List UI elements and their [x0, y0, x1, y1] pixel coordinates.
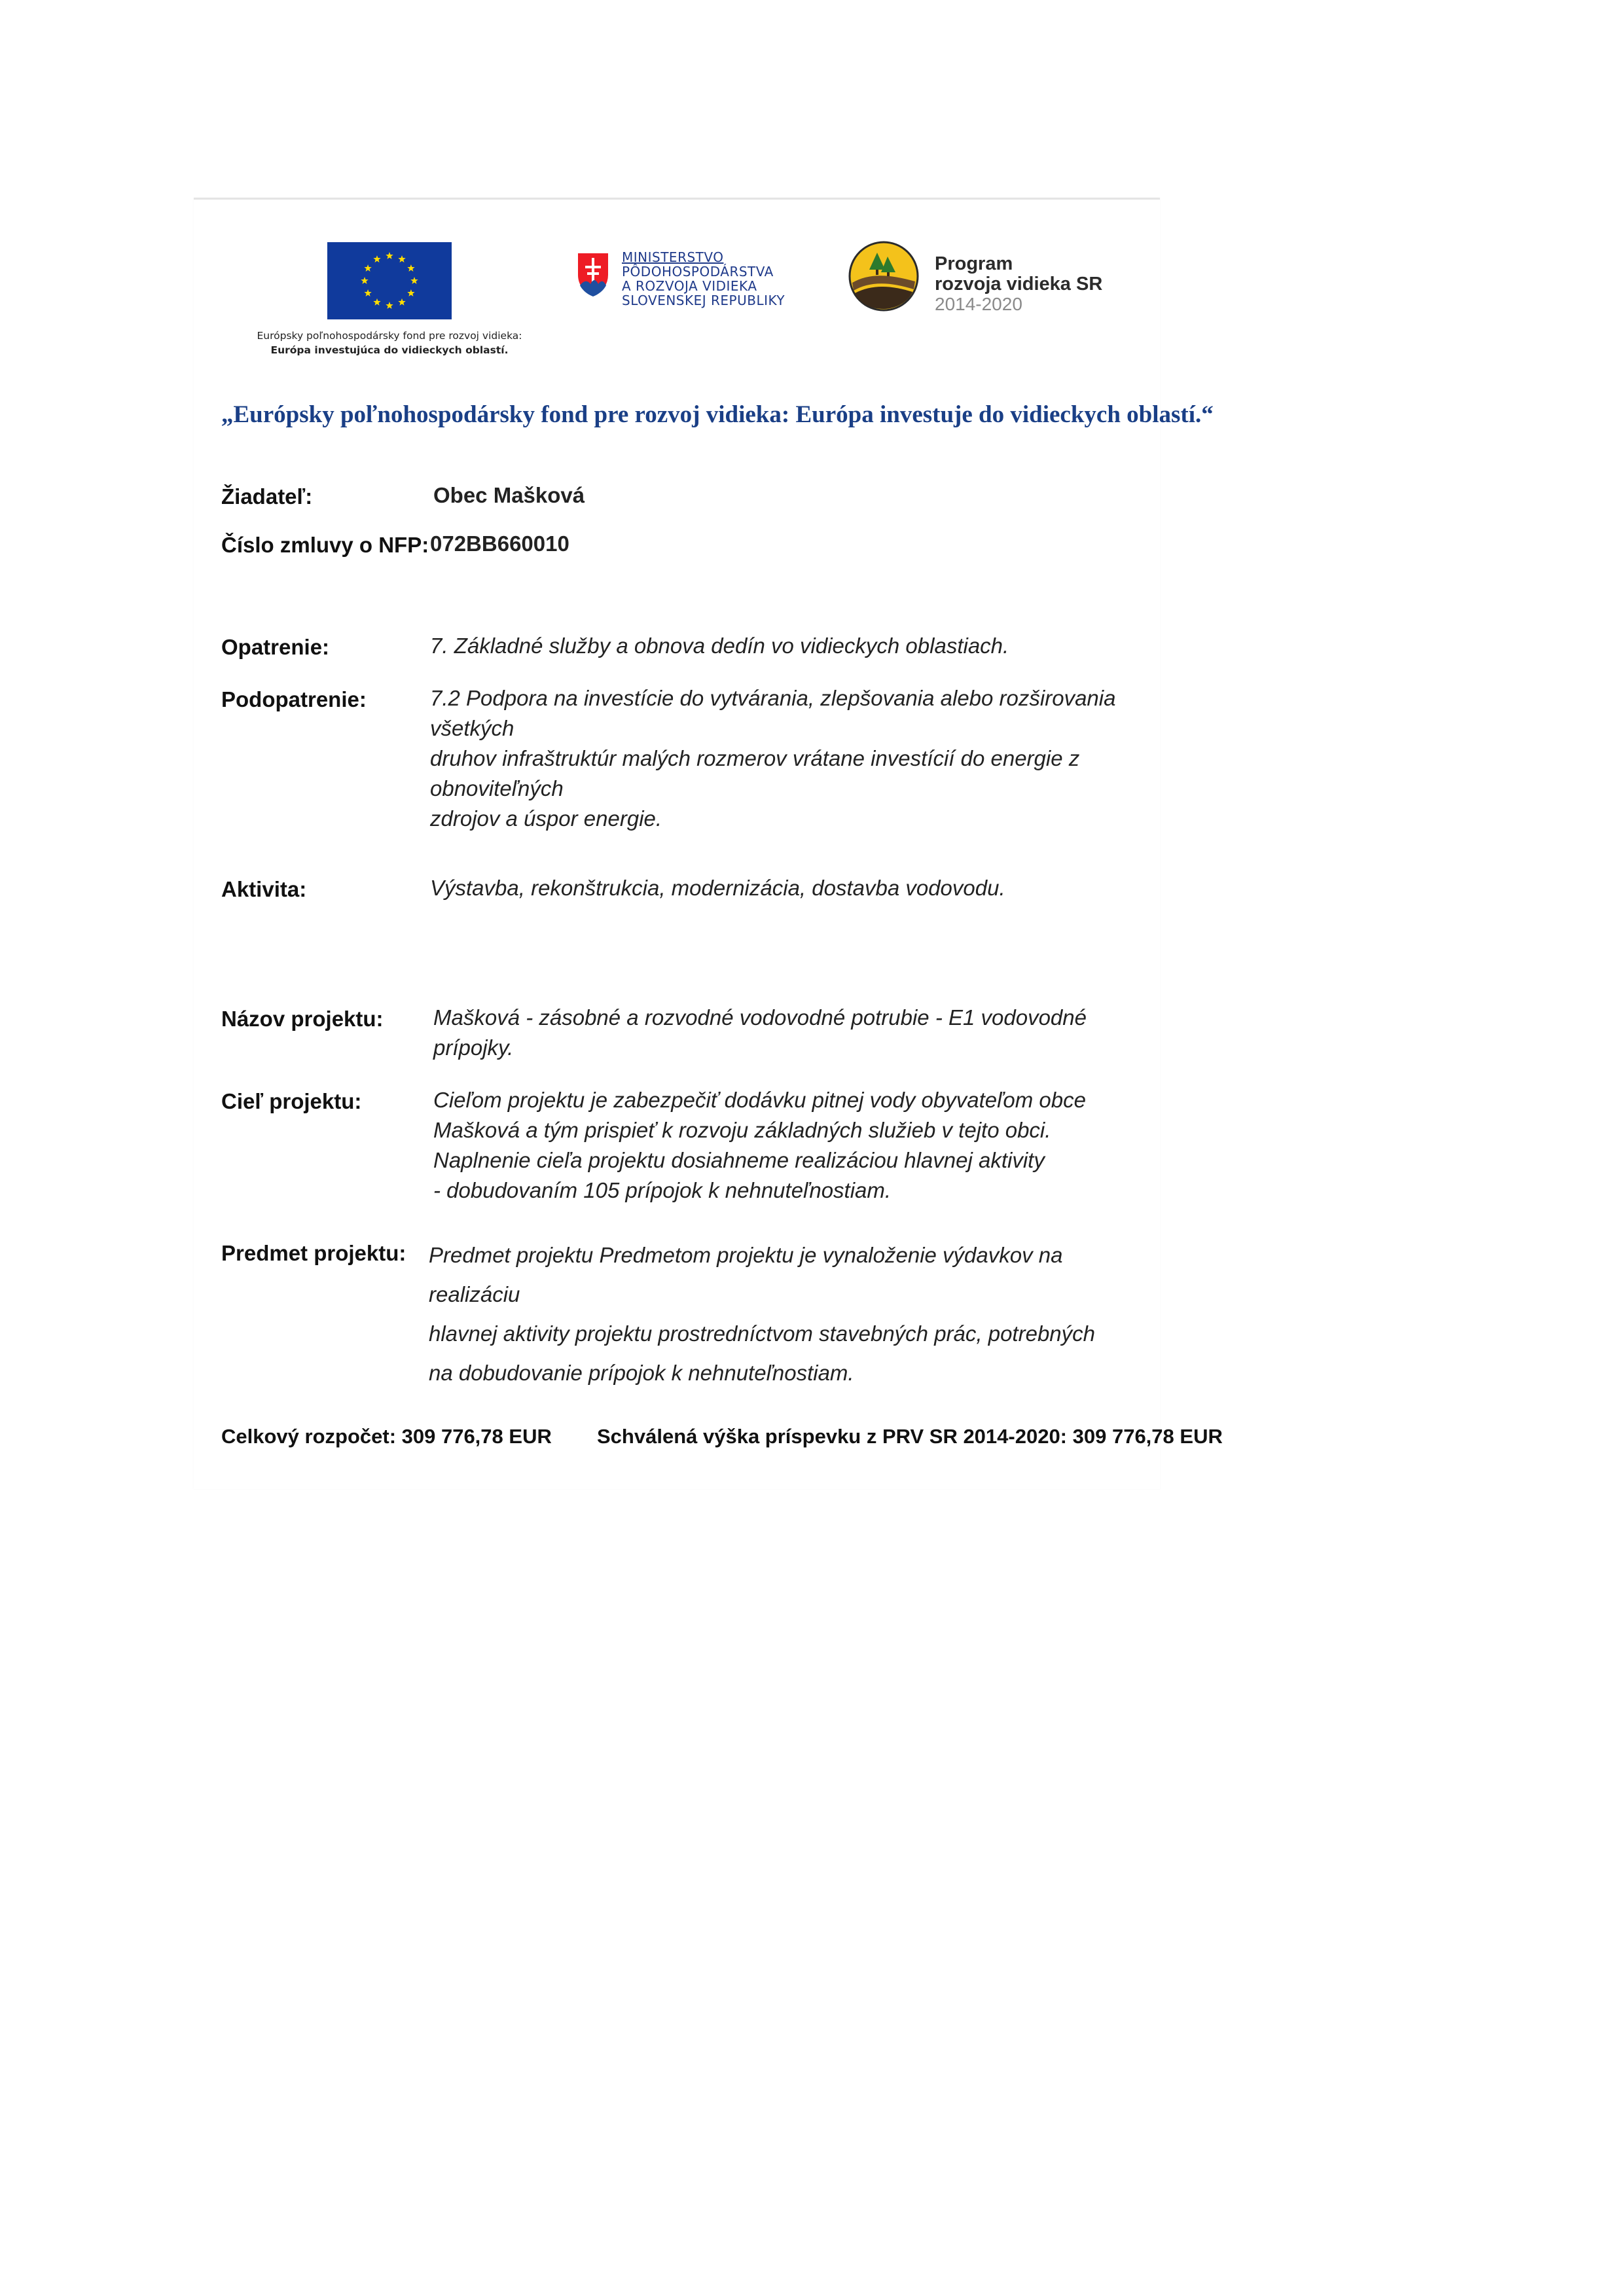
program-line-2: rozvoja vidieka SR	[935, 274, 1103, 295]
aktivita-label: Aktivita:	[221, 877, 307, 901]
eu-caption-line2: Európa investujúca do vidieckych oblastí.	[270, 344, 509, 356]
motto-heading: „Európsky poľnohospodársky fond pre rozvoj vidieka: Európa investuje do vidieckych oblastí.“	[221, 401, 1214, 428]
opatrenie-label: Opatrenie:	[221, 635, 330, 659]
podopatrenie-line-3: zdrojov a úspor energie.	[430, 806, 662, 831]
podopatrenie-value	[430, 683, 1157, 834]
eu-stars-icon	[327, 242, 452, 319]
ciel-line-1: Cieľom projektu je zabezpečiť dodávku pitnej vody obyvateľom obce	[433, 1088, 1086, 1112]
zmluva-label: Číslo zmluvy o NFP:	[221, 533, 429, 557]
ziadatel-value: Obec Mašková	[433, 483, 585, 507]
ministry-logo-block	[576, 250, 825, 329]
opatrenie-value: 7. Základné služby a obnova dedín vo vidieckych oblastiach.	[430, 634, 1009, 658]
ministry-line-2: PÔDOHOSPODÁRSTVA	[622, 264, 774, 279]
program-logo-block	[848, 241, 1149, 319]
ciel-label: Cieľ projektu:	[221, 1089, 362, 1113]
ciel-value	[433, 1085, 1160, 1206]
zmluva-value: 072BB660010	[430, 531, 569, 556]
rural-program-logo-icon	[848, 241, 919, 312]
predmet-line-2: hlavnej aktivity projektu prostredníctvom stavebných prác, potrebných	[429, 1321, 1096, 1346]
eu-caption-line1: Európsky poľnohospodársky fond pre rozvoj vidieka:	[257, 330, 522, 342]
eu-flag-logo	[327, 242, 452, 319]
program-text	[935, 254, 1102, 314]
total-budget: Celkový rozpočet: 309 776,78 EUR	[221, 1425, 552, 1448]
program-line-3: 2014-2020	[935, 294, 1022, 314]
aktivita-value: Výstavba, rekonštrukcia, modernizácia, dostavba vodovodu.	[430, 876, 1005, 900]
nazov-label: Názov projektu:	[221, 1007, 384, 1031]
ministry-line-1: MINISTERSTVO	[622, 249, 724, 265]
ministry-text	[622, 250, 785, 308]
ciel-line-2: Mašková a tým prispieť k rozvoju základných služieb v tejto obci.	[433, 1118, 1051, 1142]
approved-contribution: Schválená výška príspevku z PRV SR 2014-2020: 309 776,78 EUR	[597, 1425, 1223, 1448]
ministry-line-4: SLOVENSKEJ REPUBLIKY	[622, 293, 785, 308]
podopatrenie-line-1: 7.2 Podpora na investície do vytvárania, zlepšovania alebo rozširovania všetkých	[430, 686, 1116, 740]
slovak-coat-of-arms-icon	[576, 251, 610, 298]
nazov-value: Mašková - zásobné a rozvodné vodovodné potrubie - E1 vodovodné prípojky.	[433, 1005, 1087, 1060]
ciel-line-3: Naplnenie cieľa projektu dosiahneme realizáciou hlavnej aktivity	[433, 1148, 1045, 1172]
podopatrenie-line-2: druhov infraštruktúr malých rozmerov vrátane investícií do energie z obnoviteľných	[430, 746, 1080, 800]
predmet-label: Predmet projektu:	[221, 1241, 406, 1265]
ziadatel-label: Žiadateľ:	[221, 484, 313, 509]
eu-caption	[236, 329, 543, 357]
podopatrenie-label: Podopatrenie:	[221, 687, 367, 711]
ministry-line-3: A ROZVOJA VIDIEKA	[622, 278, 757, 294]
predmet-value	[429, 1236, 1155, 1393]
predmet-line-3: na dobudovanie prípojok k nehnuteľnostiam.	[429, 1361, 854, 1385]
ciel-line-4: - dobudovaním 105 prípojok k nehnuteľnostiam.	[433, 1178, 892, 1202]
program-line-1: Program	[935, 253, 1013, 274]
predmet-line-1: Predmet projektu Predmetom projektu je vynaloženie výdavkov na realizáciu	[429, 1243, 1063, 1306]
